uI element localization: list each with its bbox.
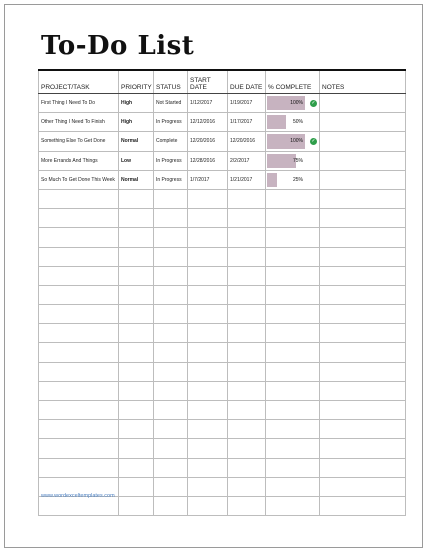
status-cell[interactable] <box>154 401 188 420</box>
table-row <box>39 401 406 420</box>
status-cell[interactable] <box>154 420 188 439</box>
task-cell[interactable] <box>39 285 119 304</box>
complete-cell[interactable] <box>266 132 320 151</box>
status-cell[interactable] <box>154 439 188 458</box>
priority-cell[interactable] <box>119 439 154 458</box>
page-title: To-Do List <box>41 31 195 61</box>
start-date-cell[interactable] <box>188 285 228 304</box>
priority-cell[interactable] <box>119 266 154 285</box>
due-date-cell[interactable] <box>228 189 266 208</box>
priority-cell[interactable] <box>119 381 154 400</box>
progress-bar <box>267 115 286 129</box>
due-date-cell[interactable] <box>228 401 266 420</box>
start-date-cell[interactable] <box>188 439 228 458</box>
notes-cell[interactable] <box>320 285 406 304</box>
task-cell[interactable] <box>39 362 119 381</box>
status-cell[interactable] <box>154 381 188 400</box>
start-date-cell[interactable] <box>188 305 228 324</box>
col-header-complete: % COMPLETE <box>266 70 320 94</box>
table-row <box>39 209 406 228</box>
progress-value: 75% <box>292 157 303 164</box>
task-cell[interactable]: Other Thing I Need To Finish <box>39 113 119 132</box>
complete-cell[interactable] <box>266 94 320 113</box>
priority-cell[interactable]: Normal <box>119 170 154 189</box>
priority-cell[interactable] <box>119 458 154 477</box>
notes-cell[interactable] <box>320 362 406 381</box>
due-date-cell[interactable] <box>228 477 266 496</box>
start-date-cell[interactable]: 12/20/2016 <box>188 132 228 151</box>
status-cell[interactable] <box>154 228 188 247</box>
table-row <box>39 305 406 324</box>
due-date-cell[interactable] <box>228 343 266 362</box>
start-date-cell[interactable]: 1/12/2017 <box>188 94 228 113</box>
priority-cell[interactable] <box>119 209 154 228</box>
table-row <box>39 439 406 458</box>
priority-cell[interactable] <box>119 362 154 381</box>
priority-cell[interactable] <box>119 305 154 324</box>
notes-cell[interactable] <box>320 420 406 439</box>
priority-cell[interactable]: High <box>119 113 154 132</box>
status-cell[interactable] <box>154 266 188 285</box>
complete-cell[interactable] <box>266 247 320 266</box>
due-date-cell[interactable]: 1/17/2017 <box>228 113 266 132</box>
task-cell[interactable] <box>39 189 119 208</box>
due-date-cell[interactable]: 2/2/2017 <box>228 151 266 170</box>
table-row <box>39 247 406 266</box>
notes-cell[interactable] <box>320 189 406 208</box>
table-row <box>39 170 406 189</box>
col-header-notes: NOTES <box>320 70 406 94</box>
task-cell[interactable]: First Thing I Need To Do <box>39 94 119 113</box>
start-date-cell[interactable] <box>188 458 228 477</box>
due-date-cell[interactable] <box>228 209 266 228</box>
todo-table <box>38 69 406 516</box>
status-cell[interactable] <box>154 324 188 343</box>
due-date-cell[interactable] <box>228 266 266 285</box>
table-row <box>39 94 406 113</box>
priority-cell[interactable]: Low <box>119 151 154 170</box>
task-cell[interactable]: More Errands And Things <box>39 151 119 170</box>
task-cell[interactable] <box>39 381 119 400</box>
complete-cell[interactable] <box>266 420 320 439</box>
priority-cell[interactable] <box>119 496 154 515</box>
complete-cell[interactable] <box>266 496 320 515</box>
start-date-cell[interactable] <box>188 401 228 420</box>
status-cell[interactable] <box>154 496 188 515</box>
priority-cell[interactable] <box>119 228 154 247</box>
priority-cell[interactable] <box>119 420 154 439</box>
notes-cell[interactable] <box>320 381 406 400</box>
start-date-cell[interactable] <box>188 228 228 247</box>
notes-cell[interactable] <box>320 170 406 189</box>
due-date-cell[interactable]: 12/20/2016 <box>228 132 266 151</box>
col-header-due-date: DUE DATE <box>228 70 266 94</box>
status-cell[interactable] <box>154 285 188 304</box>
due-date-cell[interactable] <box>228 247 266 266</box>
status-cell[interactable] <box>154 477 188 496</box>
notes-cell[interactable] <box>320 209 406 228</box>
due-date-cell[interactable] <box>228 381 266 400</box>
complete-cell[interactable] <box>266 343 320 362</box>
status-cell[interactable] <box>154 189 188 208</box>
notes-cell[interactable] <box>320 496 406 515</box>
priority-cell[interactable] <box>119 189 154 208</box>
complete-cell[interactable] <box>266 401 320 420</box>
due-date-cell[interactable] <box>228 439 266 458</box>
notes-cell[interactable] <box>320 266 406 285</box>
priority-cell[interactable] <box>119 401 154 420</box>
complete-cell[interactable] <box>266 170 320 189</box>
notes-cell[interactable] <box>320 458 406 477</box>
start-date-cell[interactable] <box>188 496 228 515</box>
notes-cell[interactable] <box>320 305 406 324</box>
priority-cell[interactable] <box>119 247 154 266</box>
priority-cell[interactable] <box>119 324 154 343</box>
col-header-start-date: START DATE <box>188 70 228 94</box>
table-row <box>39 324 406 343</box>
task-cell[interactable] <box>39 305 119 324</box>
status-cell[interactable]: Complete <box>154 132 188 151</box>
complete-cell[interactable] <box>266 113 320 132</box>
task-cell[interactable] <box>39 343 119 362</box>
notes-cell[interactable] <box>320 132 406 151</box>
progress-bar <box>267 173 277 187</box>
table-row <box>39 496 406 515</box>
start-date-cell[interactable] <box>188 381 228 400</box>
start-date-cell[interactable] <box>188 247 228 266</box>
check-icon: ✓ <box>311 99 316 106</box>
notes-cell[interactable] <box>320 113 406 132</box>
complete-cell[interactable] <box>266 439 320 458</box>
notes-cell[interactable] <box>320 439 406 458</box>
task-cell[interactable] <box>39 266 119 285</box>
complete-cell[interactable] <box>266 362 320 381</box>
notes-cell[interactable] <box>320 401 406 420</box>
status-cell[interactable] <box>154 343 188 362</box>
table-row <box>39 266 406 285</box>
header-row <box>39 70 406 94</box>
start-date-cell[interactable] <box>188 420 228 439</box>
col-header-status: STATUS <box>154 70 188 94</box>
task-cell[interactable] <box>39 420 119 439</box>
table-row <box>39 189 406 208</box>
progress-value: 50% <box>292 119 303 126</box>
task-cell[interactable] <box>39 439 119 458</box>
complete-cell[interactable] <box>266 151 320 170</box>
col-header-project: PROJECT/TASK <box>39 70 119 94</box>
progress-bar <box>267 154 296 168</box>
start-date-cell[interactable] <box>188 266 228 285</box>
due-date-cell[interactable] <box>228 458 266 477</box>
task-cell[interactable] <box>39 228 119 247</box>
complete-cell[interactable] <box>266 266 320 285</box>
check-icon: ✓ <box>311 137 316 144</box>
status-cell[interactable] <box>154 209 188 228</box>
status-cell[interactable] <box>154 247 188 266</box>
complete-cell[interactable] <box>266 324 320 343</box>
notes-cell[interactable] <box>320 228 406 247</box>
task-cell[interactable]: Something Else To Get Done <box>39 132 119 151</box>
status-cell[interactable]: In Progress <box>154 170 188 189</box>
due-date-cell[interactable] <box>228 228 266 247</box>
notes-cell[interactable] <box>320 94 406 113</box>
notes-cell[interactable] <box>320 343 406 362</box>
start-date-cell[interactable] <box>188 209 228 228</box>
status-cell[interactable]: In Progress <box>154 113 188 132</box>
start-date-cell[interactable]: 12/28/2016 <box>188 151 228 170</box>
table-row <box>39 285 406 304</box>
start-date-cell[interactable] <box>188 477 228 496</box>
start-date-cell[interactable] <box>188 324 228 343</box>
status-cell[interactable]: Not Started <box>154 94 188 113</box>
complete-cell[interactable] <box>266 285 320 304</box>
due-date-cell[interactable] <box>228 305 266 324</box>
status-cell[interactable] <box>154 458 188 477</box>
due-date-cell[interactable] <box>228 420 266 439</box>
col-header-priority: PRIORITY <box>119 70 154 94</box>
start-date-cell[interactable] <box>188 362 228 381</box>
task-cell[interactable] <box>39 324 119 343</box>
complete-cell[interactable] <box>266 228 320 247</box>
progress-value: 100% <box>290 138 303 145</box>
table-row <box>39 343 406 362</box>
status-cell[interactable] <box>154 305 188 324</box>
complete-cell[interactable] <box>266 458 320 477</box>
notes-cell[interactable] <box>320 247 406 266</box>
start-date-cell[interactable]: 12/12/2016 <box>188 113 228 132</box>
progress-value: 25% <box>292 176 303 183</box>
notes-cell[interactable] <box>320 477 406 496</box>
task-cell[interactable]: So Much To Get Done This Week <box>39 170 119 189</box>
start-date-cell[interactable]: 1/7/2017 <box>188 170 228 189</box>
task-cell[interactable] <box>39 496 119 515</box>
start-date-cell[interactable] <box>188 189 228 208</box>
status-cell[interactable]: In Progress <box>154 151 188 170</box>
task-cell[interactable] <box>39 401 119 420</box>
complete-cell[interactable] <box>266 189 320 208</box>
due-date-cell[interactable]: 1/21/2017 <box>228 170 266 189</box>
priority-cell[interactable] <box>119 285 154 304</box>
complete-cell[interactable] <box>266 209 320 228</box>
complete-cell[interactable] <box>266 381 320 400</box>
due-date-cell[interactable] <box>228 285 266 304</box>
priority-cell[interactable] <box>119 477 154 496</box>
priority-cell[interactable]: Normal <box>119 132 154 151</box>
complete-cell[interactable] <box>266 305 320 324</box>
priority-cell[interactable]: High <box>119 94 154 113</box>
table-row <box>39 362 406 381</box>
notes-cell[interactable] <box>320 151 406 170</box>
task-cell[interactable] <box>39 209 119 228</box>
table-row <box>39 458 406 477</box>
task-cell[interactable] <box>39 458 119 477</box>
table-row <box>39 132 406 151</box>
start-date-cell[interactable] <box>188 343 228 362</box>
table-row <box>39 228 406 247</box>
footer-link[interactable]: www.wordexceltemplates.com <box>41 493 115 499</box>
task-cell[interactable] <box>39 247 119 266</box>
due-date-cell[interactable] <box>228 496 266 515</box>
document-page <box>4 4 423 548</box>
progress-value: 100% <box>290 100 303 107</box>
due-date-cell[interactable] <box>228 324 266 343</box>
priority-cell[interactable] <box>119 343 154 362</box>
due-date-cell[interactable]: 1/19/2017 <box>228 94 266 113</box>
status-cell[interactable] <box>154 362 188 381</box>
table-row <box>39 113 406 132</box>
complete-cell[interactable] <box>266 477 320 496</box>
table-row <box>39 381 406 400</box>
table-row <box>39 151 406 170</box>
table-row <box>39 420 406 439</box>
notes-cell[interactable] <box>320 324 406 343</box>
due-date-cell[interactable] <box>228 362 266 381</box>
